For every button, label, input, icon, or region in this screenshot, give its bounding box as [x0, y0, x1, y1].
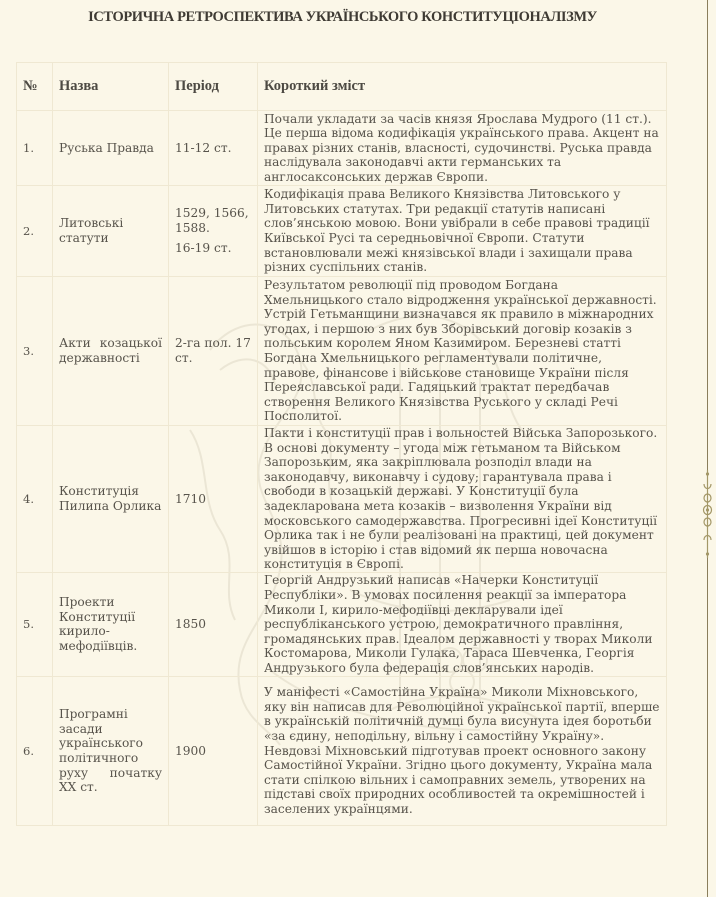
- row-period: [169, 426, 258, 573]
- table-row: [17, 676, 667, 825]
- table-header-row: [17, 63, 667, 111]
- table-row: [17, 111, 667, 186]
- row-summary: Результатом революції під проводом Богдана Хмельницького стало відродження української державності. Устрій Гетьманщини визначався як правило в міжнародних угодах, і першою з них був Зборівський договір козаків з польським королем Яном Казимиром. Березневі статті Богдана Хмельницького регламентували політичне, правове, фінансове і військове становище України після Переяславської ради. Гадяцький трактат передбачав створення Великого Князівства Руського у складі Речі Посполитої.: [258, 277, 667, 426]
- row-name: Акти козацької державності: [53, 277, 169, 426]
- row-number: 1.: [17, 111, 53, 186]
- row-number: 3.: [17, 277, 53, 426]
- column-header-summary: Короткий зміст: [258, 63, 667, 111]
- row-name: Програмні засади українського політичного руху початку ХХ ст.: [53, 676, 169, 825]
- row-period-sub: 16-19 ст.: [175, 241, 232, 256]
- row-summary: Георгій Андрузький написав «Начерки Конституції Республіки». В умовах посилення реакції за імператора Миколи І, кирило-мефодіївці декларували ідеї республіканського устрою, демократичного правління, громадянських прав. Ідеалом державності у творах Миколи Костомарова, Миколи Гулака, Тараса Шевченка, Георгія Андрузького була федерація слов’янських народів.: [258, 572, 667, 676]
- row-period: [169, 277, 258, 426]
- table-row: [17, 186, 667, 277]
- row-summary: Почали укладати за часів князя Ярослава Мудрого (11 ст.). Це перша відома кодифікація українського права. Акцент на правах різних станів, власності, судочинстві. Руська правда наслідувала законодавчі акти германських та англосаксонських держав Європи.: [258, 111, 667, 186]
- row-period: [169, 572, 258, 676]
- row-name: Проекти Конституції кирило-мефодіївців.: [53, 572, 169, 676]
- column-header-period: Період: [169, 63, 258, 111]
- row-number: 5.: [17, 572, 53, 676]
- row-period: [169, 111, 258, 186]
- row-number: 4.: [17, 426, 53, 573]
- row-period-main: 1710: [175, 491, 207, 506]
- row-summary: У маніфесті «Самостійна Україна» Миколи Міхновського, яку він написав для Революційної української партії, вперше в українській політичній думці була висунута ідея боротьби «за єдину, неподільну, вільну і самостійну Україну». Невдовзі Міхновський підготував проект основного закону Самостійної України. Згідно цього документу, Україна мала стати спілкою вільних і самоправних земель, утворених на підставі своїх природних особливостей та окремішностей і заселених українцями.: [258, 676, 667, 825]
- row-period: [169, 186, 258, 277]
- row-period-main: 2-га пол. 17 ст.: [175, 336, 251, 365]
- row-period-main: 1900: [175, 743, 207, 758]
- page-side-rule: [707, 0, 708, 897]
- table-row: [17, 277, 667, 426]
- constitutionalism-table: [16, 62, 667, 826]
- row-name: Руська Правда: [53, 111, 169, 186]
- row-summary: Кодифікація права Великого Князівства Литовського у Литовських статутах. Три редакції статутів написані слов’янською мовою. Вони увібрали в себе правові традиції Київської Русі та середньовічної Європи. Статути встановлювали межі князівської влади і захищали права різних суспільних станів.: [258, 186, 667, 277]
- row-period-main: 1850: [175, 617, 207, 632]
- table-row: [17, 426, 667, 573]
- row-name: Литовські статути: [53, 186, 169, 277]
- row-period-main: 11-12 ст.: [175, 140, 232, 155]
- row-period: [169, 676, 258, 825]
- table-row: [17, 572, 667, 676]
- column-header-name: Назва: [53, 63, 169, 111]
- row-period-main: 1529, 1566, 1588.: [175, 206, 249, 235]
- page-title: ІСТОРИЧНА РЕТРОСПЕКТИВА УКРАЇНСЬКОГО КОНСТИТУЦІОНАЛІЗМУ: [88, 9, 597, 25]
- row-number: 2.: [17, 186, 53, 277]
- column-header-number: №: [17, 63, 53, 111]
- row-name: Конституція Пилипа Орлика: [53, 426, 169, 573]
- vertical-flourish-ornament-icon: [701, 470, 714, 558]
- row-number: 6.: [17, 676, 53, 825]
- row-summary: Пакти і конституції прав і вольностей Війська Запорозького. В основі документу – угода між гетьманом та Військом Запорозьким, яка закріплювала розподіл влади на законодавчу, виконавчу і судову; гарантувала права і свободи в козацькій державі. У Конституції була задекларована мета козаків – визволення України від московського самодержавства. Прогресивні ідеї Конституції Орлика так і не були реалізовані на практиці, цей документ увійшов в історію і став відомий як перша новочасна конституція в Європі.: [258, 426, 667, 573]
